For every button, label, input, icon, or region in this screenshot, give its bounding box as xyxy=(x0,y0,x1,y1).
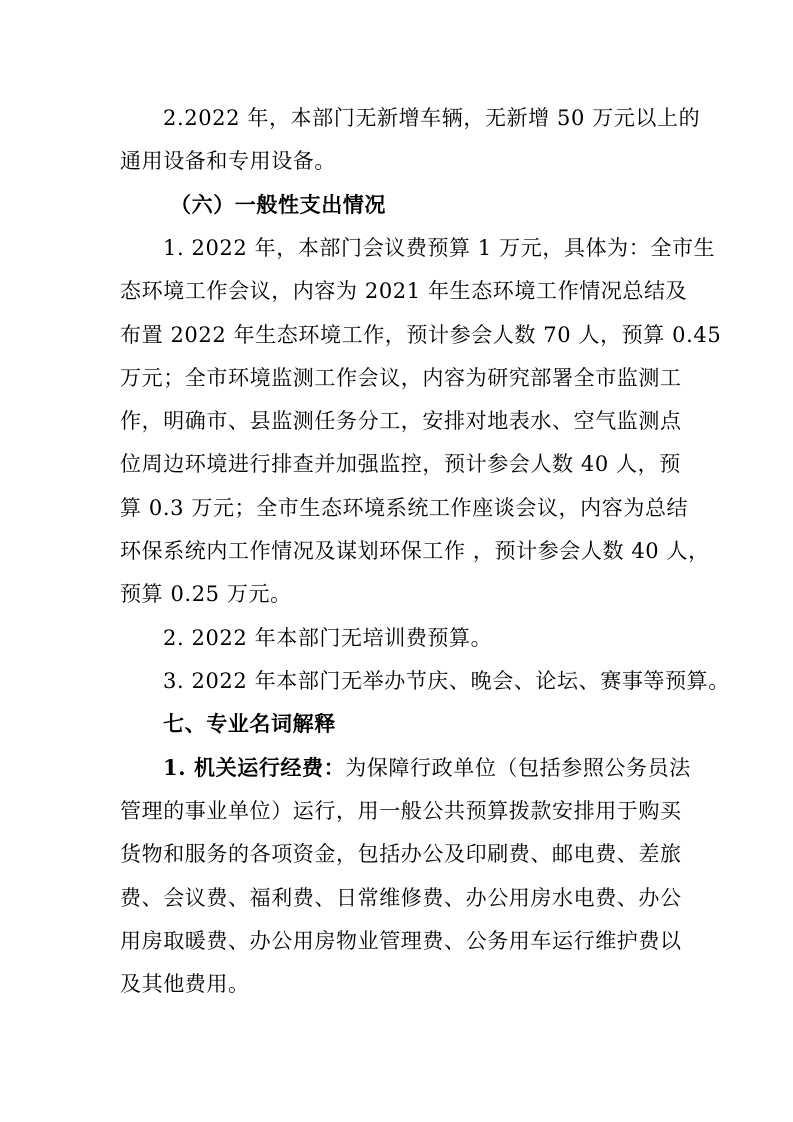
paragraph-line: 环保系统内工作情况及谋划环保工作 ，预计参会人数 40 人， xyxy=(120,539,710,563)
paragraph-line: 万元；全市环境监测工作会议，内容为研究部署全市监测工 xyxy=(120,366,682,390)
paragraph-line: 布置 2022 年生态环境工作，预计参会人数 70 人，预算 0.45 xyxy=(120,323,722,347)
paragraph-line: 及其他费用。 xyxy=(120,972,250,996)
paragraph-line: 算 0.3 万元；全市生态环境系统工作座谈会议，内容为总结 xyxy=(120,496,689,520)
paragraph-line: 作，明确市、县监测任务分工，安排对地表水、空气监测点 xyxy=(120,409,682,433)
section-heading: （六）一般性支出情况 xyxy=(170,192,386,217)
paragraph-line: 2. 2022 年本部门无培训费预算。 xyxy=(163,626,493,650)
paragraph-line: 预算 0.25 万元。 xyxy=(120,582,292,606)
paragraph-line: 货物和服务的各项资金，包括办公及印刷费、邮电费、差旅 xyxy=(120,842,682,866)
term-definition-line xyxy=(0,753,793,783)
term-definition-text: 为保障行政单位（包括参照公务员法 xyxy=(345,756,691,780)
paragraph-line: 1. 2022 年，本部门会议费预算 1 万元，具体为：全市生 xyxy=(163,236,716,260)
paragraph-line: 通用设备和专用设备。 xyxy=(120,149,336,173)
paragraph-line: 管理的事业单位）运行，用一般公共预算拨款安排用于购买 xyxy=(120,799,682,823)
paragraph-line: 费、会议费、福利费、日常维修费、办公用房水电费、办公 xyxy=(120,886,682,910)
paragraph-line: 3. 2022 年本部门无举办节庆、晚会、论坛、赛事等预算。 xyxy=(163,669,730,693)
section-heading: 七、专业名词解释 xyxy=(163,711,336,736)
paragraph-line: 用房取暖费、办公用房物业管理费、公务用车运行维护费以 xyxy=(120,929,682,953)
paragraph-line: 2.2022 年，本部门无新增车辆，无新增 50 万元以上的 xyxy=(163,106,701,130)
paragraph-line: 位周边环境进行排查并加强监控，预计参会人数 40 人，预 xyxy=(120,452,681,476)
term-label: 1. 机关运行经费： xyxy=(163,755,346,780)
paragraph-line: 态环境工作会议，内容为 2021 年生态环境工作情况总结及 xyxy=(120,279,688,303)
